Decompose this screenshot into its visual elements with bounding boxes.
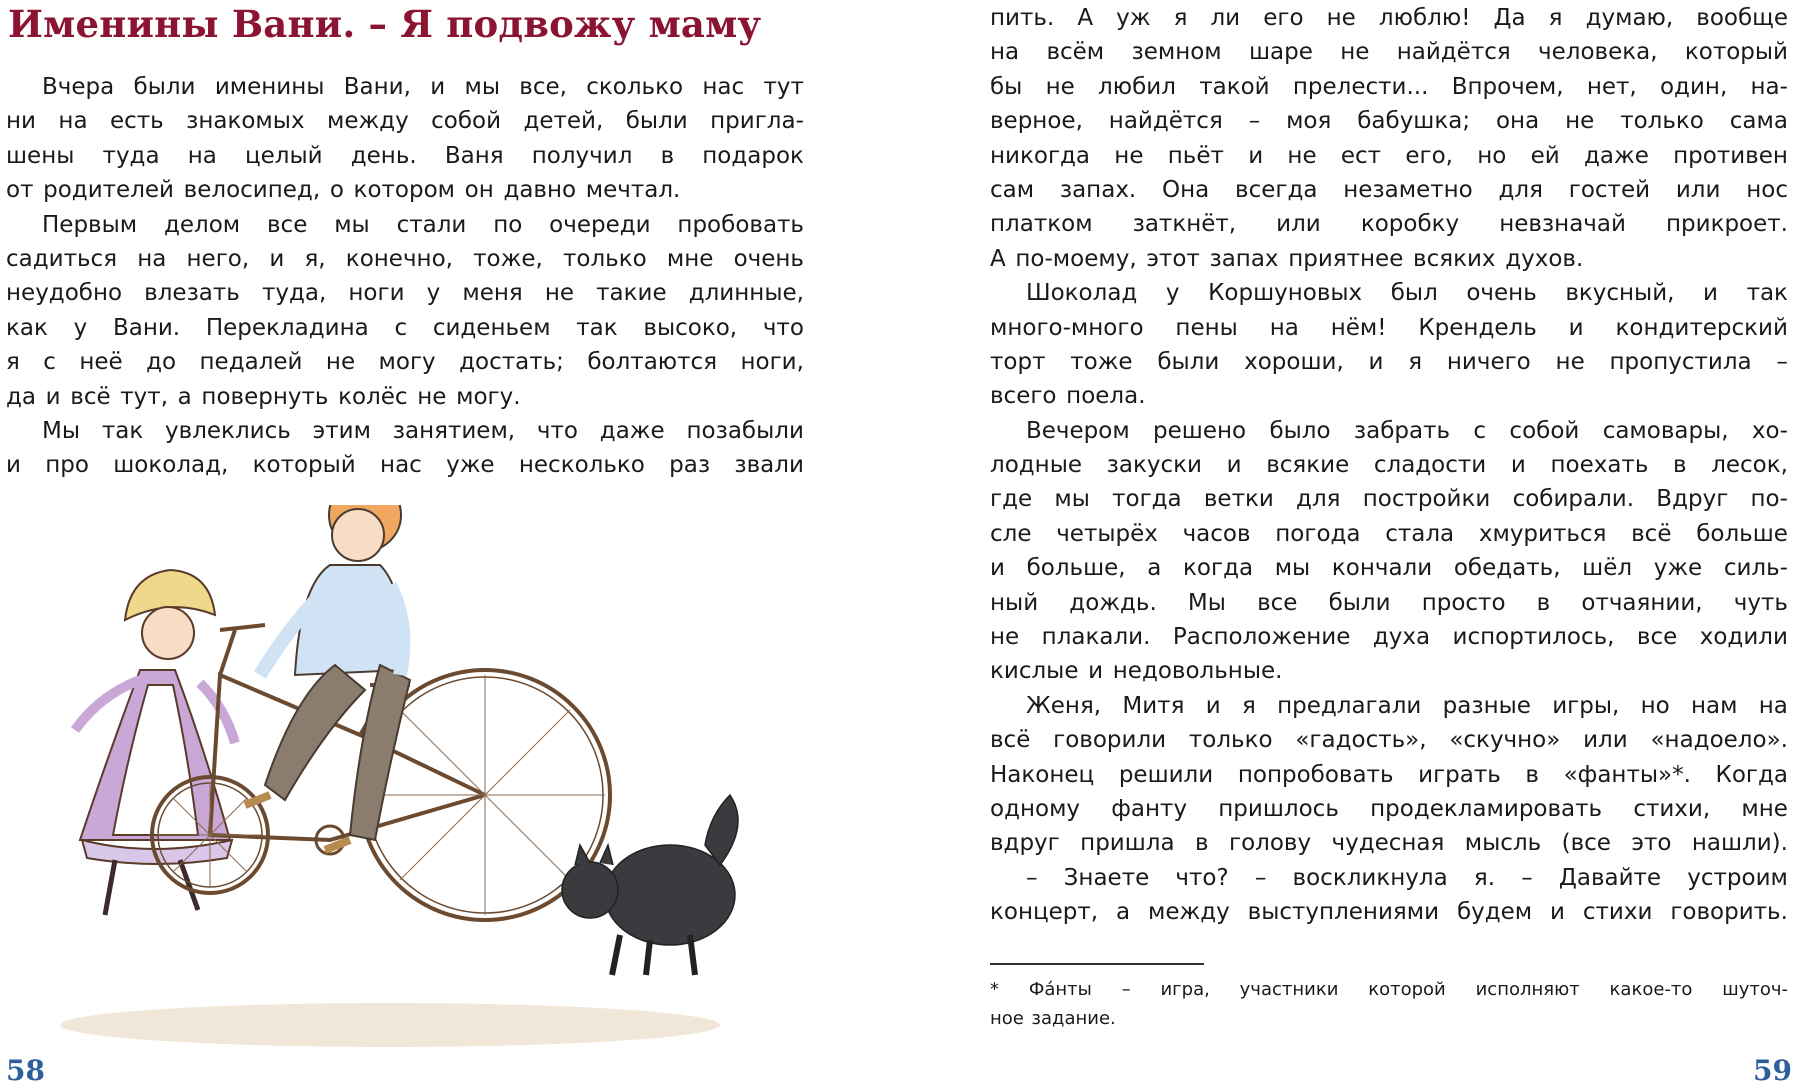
text-line: пить. А уж я ли его не люблю! Да я думаю, вообще <box>990 5 1788 31</box>
text-line: на всём земном шаре не найдётся человека, который <box>990 39 1788 66</box>
right-page <box>990 0 1790 1090</box>
text-line: Вечером решено было забрать с собой самовары, хо- <box>1026 417 1788 444</box>
text-line: шены туда на целый день. Ваня получил в подарок <box>6 142 804 169</box>
text-line: и больше, а когда мы кончали обедать, шёл уже силь- <box>990 555 1788 582</box>
girl-figure <box>75 570 235 915</box>
text-line: вдруг пришла в голову чудесная мысль (все это нашли). <box>990 830 1788 857</box>
text-line: как у Вани. Перекладина с сиденьем так высоко, что <box>6 314 804 341</box>
text-line: ное задание. <box>990 1008 1116 1029</box>
right-body-text <box>990 1 1788 930</box>
text-line: всё говорили только «гадость», «скучно» или «надоело». <box>990 727 1788 754</box>
text-line: А по-моему, этот запах приятнее всяких духов. <box>990 245 1584 272</box>
text-line: * Фа́нты – игра, участники которой исполняют какое-то шуточ- <box>990 979 1788 1000</box>
text-line: от родителей велосипед, о котором он давно мечтал. <box>6 177 681 204</box>
text-line: сле четырёх часов погода стала хмуриться всё больше <box>990 520 1788 547</box>
text-line: никогда не пьёт и не ест его, но ей даже противен <box>990 142 1788 169</box>
text-line: Вчера были именины Вани, и мы все, сколько нас тут <box>42 74 804 100</box>
text-line: неудобно влезать туда, ноги у меня не такие длинные, <box>6 280 804 307</box>
page-number-right: 59 <box>1753 1054 1792 1087</box>
boy-figure <box>245 505 410 850</box>
text-line: торт тоже были хороши, и я ничего не пропустила – <box>990 348 1788 375</box>
page-number-left: 58 <box>6 1054 45 1087</box>
footnote <box>990 975 1788 1033</box>
text-line: не плакали. Расположение духа испортилось, все ходили <box>990 624 1788 651</box>
text-line: платком заткнёт, или коробку невзначай прикроет. <box>990 211 1788 238</box>
dog-figure <box>562 795 738 975</box>
text-line: Мы так увлеклись этим занятием, что даже позабыли <box>42 417 804 444</box>
text-line: много-много пены на нём! Крендель и кондитерский <box>990 314 1788 341</box>
left-body-text <box>6 70 804 483</box>
text-line: верное, найдётся – моя бабушка; она не только сама <box>990 108 1788 135</box>
text-line: Наконец решили попробовать играть в «фанты»*. Когда <box>990 761 1788 788</box>
text-line: Женя, Митя и я предлагали разные игры, но нам на <box>1026 692 1788 719</box>
text-line: ный дождь. Мы все были просто в отчаянии, чуть <box>990 589 1788 616</box>
text-line: Первым делом все мы стали по очереди пробовать <box>42 211 804 238</box>
text-line: я с неё до педалей не могу достать; болтаются ноги, <box>6 349 804 376</box>
text-line: одному фанту пришлось продекламировать стихи, мне <box>990 795 1788 822</box>
text-line: и про шоколад, который нас уже несколько раз звали <box>6 452 804 479</box>
text-line: бы не любил такой прелести... Впрочем, нет, один, на- <box>990 73 1788 100</box>
left-page <box>0 0 805 1090</box>
chapter-title: Именины Вани. – Я подвожу маму <box>8 2 762 46</box>
text-line: ни на есть знакомых между собой детей, были пригла- <box>6 108 804 135</box>
text-line: Шоколад у Коршуновых был очень вкусный, и так <box>1026 280 1788 307</box>
illustration-children-bicycle <box>30 505 800 1065</box>
footnote-divider <box>990 963 1204 965</box>
text-line: всего поела. <box>990 383 1146 410</box>
text-line: концерт, а между выступлениями будем и стихи говорить. <box>990 899 1788 926</box>
text-line: садиться на него, и я, конечно, тоже, только мне очень <box>6 245 804 272</box>
text-line: – Знаете что? – воскликнула я. – Давайте устроим <box>1026 864 1788 891</box>
text-line: лодные закуски и всякие сладости и поехать в лесок, <box>990 452 1788 479</box>
text-line: да и всё тут, а повернуть колёс не могу. <box>6 383 521 410</box>
text-line: где мы тогда ветки для постройки собирали. Вдруг по- <box>990 486 1788 513</box>
text-line: кислые и недовольные. <box>990 658 1283 685</box>
text-line: сам запах. Она всегда незаметно для гостей или нос <box>990 176 1788 203</box>
